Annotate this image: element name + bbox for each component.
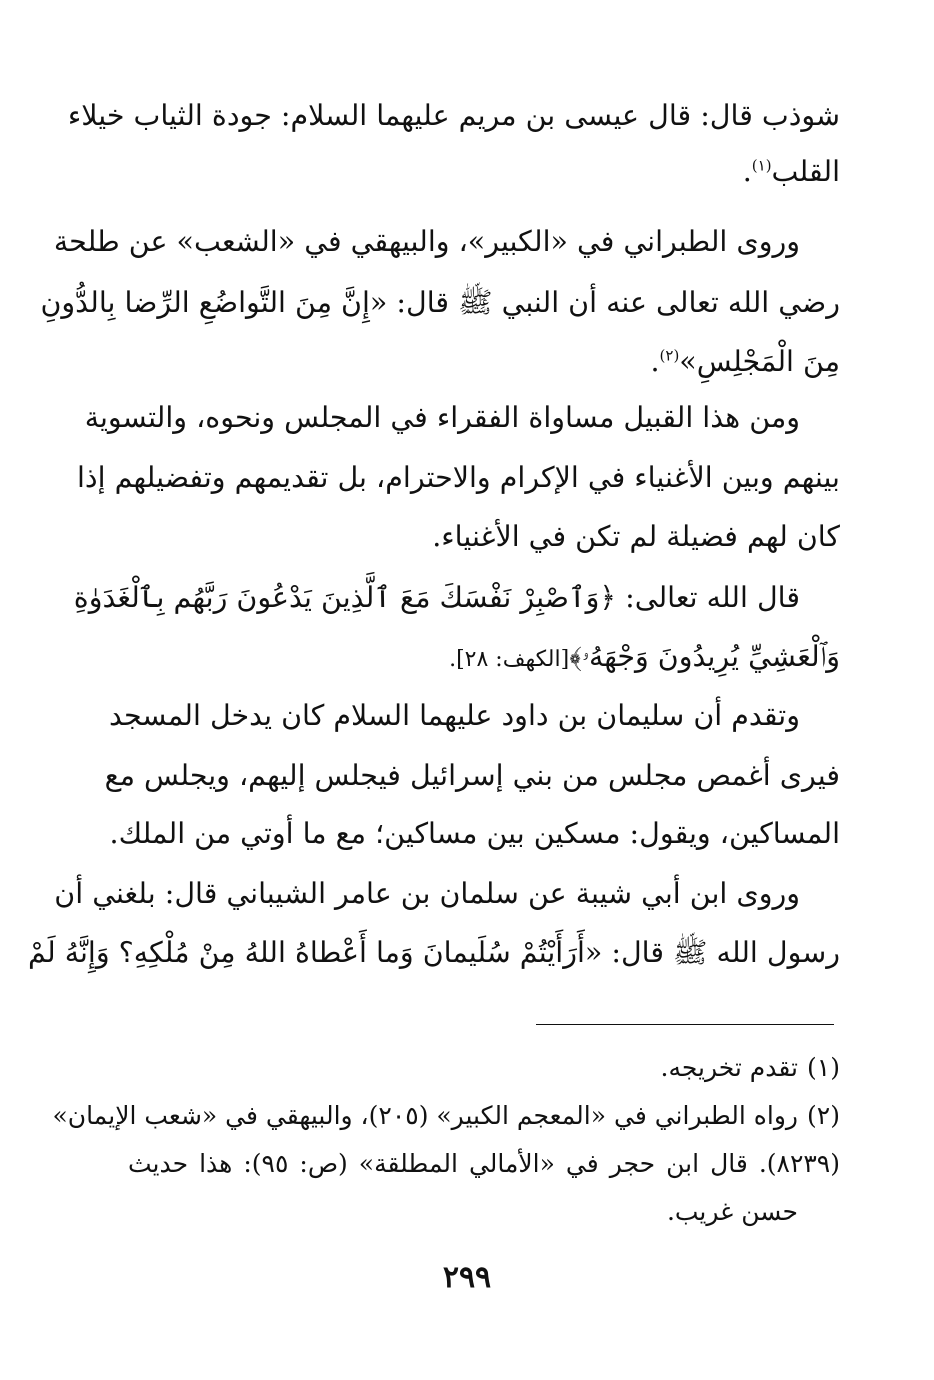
- verse-reference: [الكهف: ٢٨].: [449, 647, 570, 672]
- footnote-2-line: [52, 1098, 840, 1134]
- body-line: وتقدم أن سليمان بن داود عليهما السلام كان يدخل المسجد: [109, 699, 800, 732]
- footnote-number: (١): [807, 1053, 840, 1082]
- footnote-2-line: حسن غريب.: [666, 1197, 798, 1226]
- footnote-text: تقدم تخريجه.: [660, 1053, 798, 1082]
- body-line: بينهم وبين الأغنياء في الإكرام والاحترام، بل تقديمهم وتفضيلهم إذا: [76, 461, 840, 494]
- quran-verse-line: قال الله تعالى: ﴿وَٱصْبِرْ نَفْسَكَ مَعَ ٱلَّذِينَ يَدْعُونَ رَبَّهُم بِٱلْغَدَوٰةِ: [73, 581, 800, 614]
- footnote-1: [661, 1050, 841, 1086]
- body-line: شوذب قال: قال عيسى بن مريم عليهما السلام: جودة الثياب خيلاء: [67, 99, 840, 132]
- body-line: المساكين، ويقول: مسكين بين مساكين؛ مع ما أوتي من الملك.: [109, 817, 840, 850]
- period: .: [650, 345, 660, 378]
- page-number: ٢٩٩: [442, 1260, 492, 1295]
- footnote-separator: [536, 1024, 834, 1025]
- body-line: رضي الله تعالى عنه أن النبي ﷺ قال: «إِنَّ مِنَ التَّواضُعِ الرِّضا بِالدُّونِ: [40, 286, 840, 319]
- footnote-ref-2: (٢): [659, 346, 680, 365]
- footnote-number: (٢): [807, 1101, 840, 1130]
- body-line: وروى ابن أبي شيبة عن سلمان بن عامر الشيباني قال: بلغني أن: [54, 877, 800, 910]
- body-line: فيرى أغمص مجلس من بني إسرائيل فيجلس إليهم، ويجلس مع: [104, 759, 840, 792]
- body-line: [650, 342, 840, 382]
- body-line: كان لهم فضيلة لم تكن في الأغنياء.: [432, 520, 840, 553]
- footnote-2-line: (٨٢٣٩). قال ابن حجر في «الأمالي المطلقة» (ص: ٩٥): هذا حديث: [128, 1149, 840, 1178]
- body-line: رسول الله ﷺ قال: «أَرَأَيْتُمْ سُلَيمانَ وَما أَعْطاهُ اللهُ مِنْ مُلْكِهِ؟ وَإِنَّهُ لَمْ: [28, 936, 840, 969]
- body-line: وروى الطبراني في «الكبير»، والبيهقي في «الشعب» عن طلحة: [53, 225, 800, 258]
- quran-verse-text: وَٱلْعَشِيِّ يُرِيدُونَ وَجْهَهُۥ﴾: [569, 640, 840, 673]
- body-line: ومن هذا القبيل مساواة الفقراء في المجلس ونحوه، والتسوية: [84, 401, 800, 434]
- footnote-text: رواه الطبراني في «المعجم الكبير» (٢٠٥)، والبيهقي في «شعب الإيمان»: [52, 1101, 798, 1130]
- period: .: [742, 155, 752, 188]
- body-line-text: القلب: [771, 155, 840, 188]
- quran-verse-line: [449, 637, 840, 680]
- body-line-text: مِنَ الْمَجْلِسِ»: [679, 345, 840, 378]
- footnote-ref-1: (١): [751, 156, 772, 175]
- body-line: [743, 152, 840, 192]
